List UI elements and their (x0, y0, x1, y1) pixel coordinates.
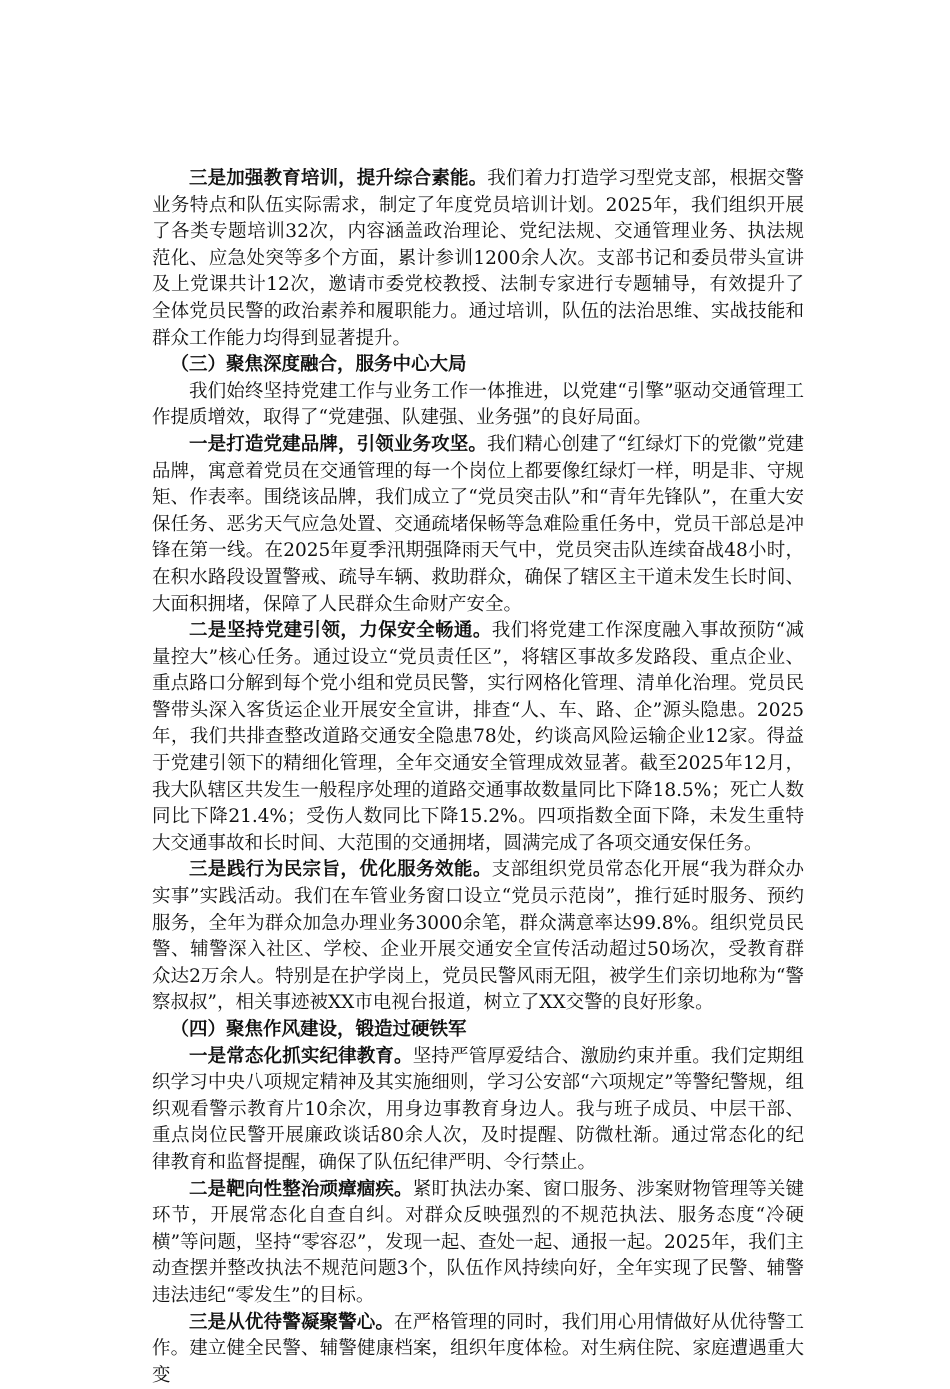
paragraph-section-3-intro (152, 379, 804, 432)
paragraph-text: 坚持严管厚爱结合、激励约束并重。我们定期组织学习中央八项规定精神及其实施细则，学习公安部“六项规定”等警纪警规，组织观看警示教育片10余次，用身边事教育身边人。我与班子成员、中层干部、重点岗位民警开展廉政谈话80余人次，及时提醒、防微杜渐。通过常态化的纪律教育和监督提醒，确保了队伍纪律严明、令行禁止。 (152, 1045, 804, 1173)
paragraph-rectification (152, 1177, 804, 1310)
paragraph-text: 支部组织党员常态化开展“我为群众办实事”实践活动。我们在车管业务窗口设立“党员示范岗”，推行延时服务、预约服务，全年为群众加急办理业务3000余笔，群众满意率达99.8%。组织党员民警、辅警深入社区、学校、企业开展交通安全宣传活动超过50场次，受教育群众达2万余人。特别是在护学岗上，党员民警风雨无阻，被学生们亲切地称为“警察叔叔”，相关事迹被XX市电视台报道，树立了XX交警的良好形象。 (152, 859, 804, 1014)
paragraph-party-brand (152, 432, 804, 618)
document-body (152, 166, 804, 1389)
paragraph-lead: 二是靶向性整治顽瘴痼疾。 (189, 1178, 413, 1200)
paragraph-lead: 三是从优待警凝聚警心。 (189, 1311, 395, 1333)
paragraph-text: 我们精心创建了“红绿灯下的党徽”党建品牌，寓意着党员在交通管理的每一个岗位上都要像红绿灯一样，明是非、守规矩、作表率。围绕该品牌，我们成立了“党员突击队”和“青年先锋队”，在重大安保任务、恶劣天气应急处置、交通疏堵保畅等急难险重任务中，党员干部总是冲锋在第一线。在2025年夏季汛期强降雨天气中，党员突击队连续奋战48小时，在积水路段设置警戒、疏导车辆、救助群众，确保了辖区主干道未发生长时间、大面积拥堵，保障了人民群众生命财产安全。 (152, 433, 804, 615)
paragraph-lead: 三是加强教育培训，提升综合素能。 (189, 168, 488, 189)
paragraph-text: 紧盯执法办案、窗口服务、涉案财物管理等关键环节，开展常态化自查自纠。对群众反映强烈的不规范执法、服务态度“冷硬横”等问题，坚持“零容忍”，发现一起、查处一起、通报一起。2025年，我们主动查摆并整改执法不规范问题3个，队伍作风持续向好，全年实现了民警、辅警违法违纪“零发生”的目标。 (152, 1178, 804, 1306)
paragraph-service (152, 857, 804, 1017)
paragraph-lead: 一是常态化抓实纪律教育。 (189, 1045, 413, 1067)
paragraph-lead: 三是践行为民宗旨，优化服务效能。 (189, 859, 492, 881)
paragraph-text: 我们着力打造学习型党支部，根据交警业务特点和队伍实际需求，制定了年度党员培训计划。2025年，我们组织开展了各类专题培训32次，内容涵盖政治理论、党纪法规、交通管理业务、执法规范化、应急处突等多个方面，累计参训1200余人次。支部书记和委员带头宣讲及上党课共计12次，邀请市委党校教授、法制专家进行专题辅导，有效提升了全体党员民警的政治素养和履职能力。通过培训，队伍的法治思维、实战技能和群众工作能力均得到显著提升。 (152, 168, 804, 349)
section-heading-4: （四）聚焦作风建设，锻造过硬铁军 (170, 1019, 467, 1040)
paragraph-discipline (152, 1044, 804, 1177)
paragraph-text: 在严格管理的同时，我们用心用情做好从优待警工作。建立健全民警、辅警健康档案，组织年度体检。对生病住院、家庭遭遇重大变 (152, 1311, 804, 1386)
paragraph-lead: 二是坚持党建引领，力保安全畅通。 (189, 620, 492, 642)
paragraph-text: 我们将党建工作深度融入事故预防“减量控大”核心任务。通过设立“党员责任区”，将辖区事故多发路段、重点企业、重点路口分解到每个党小组和党员民警，实行网格化管理、清单化治理。党员民警带头深入客货运企业开展安全宣讲，排查“人、车、路、企”源头隐患。2025年，我们共排查整改道路交通安全隐患78处，约谈高风险运输企业12家。得益于党建引领下的精细化管理，全年交通安全管理成效显著。截至2025年12月，我大队辖区共发生一般程序处理的道路交通事故数量同比下降18.5%；死亡人数同比下降21.4%；受伤人数同比下降15.2%。四项指数全面下降，未发生重特大交通事故和长时间、大范围的交通拥堵，圆满完成了各项交通安保任务。 (152, 620, 804, 854)
section-heading-3: （三）聚焦深度融合，服务中心大局 (170, 354, 467, 376)
paragraph-education-training (152, 166, 804, 352)
paragraph-text: 我们始终坚持党建工作与业务工作一体推进，以党建“引擎”驱动交通管理工作提质增效，取得了“党建强、队建强、业务强”的良好局面。 (152, 380, 804, 429)
paragraph-safety (152, 618, 804, 857)
paragraph-police-care (152, 1310, 804, 1389)
paragraph-lead: 一是打造党建品牌，引领业务攻坚。 (189, 433, 487, 455)
